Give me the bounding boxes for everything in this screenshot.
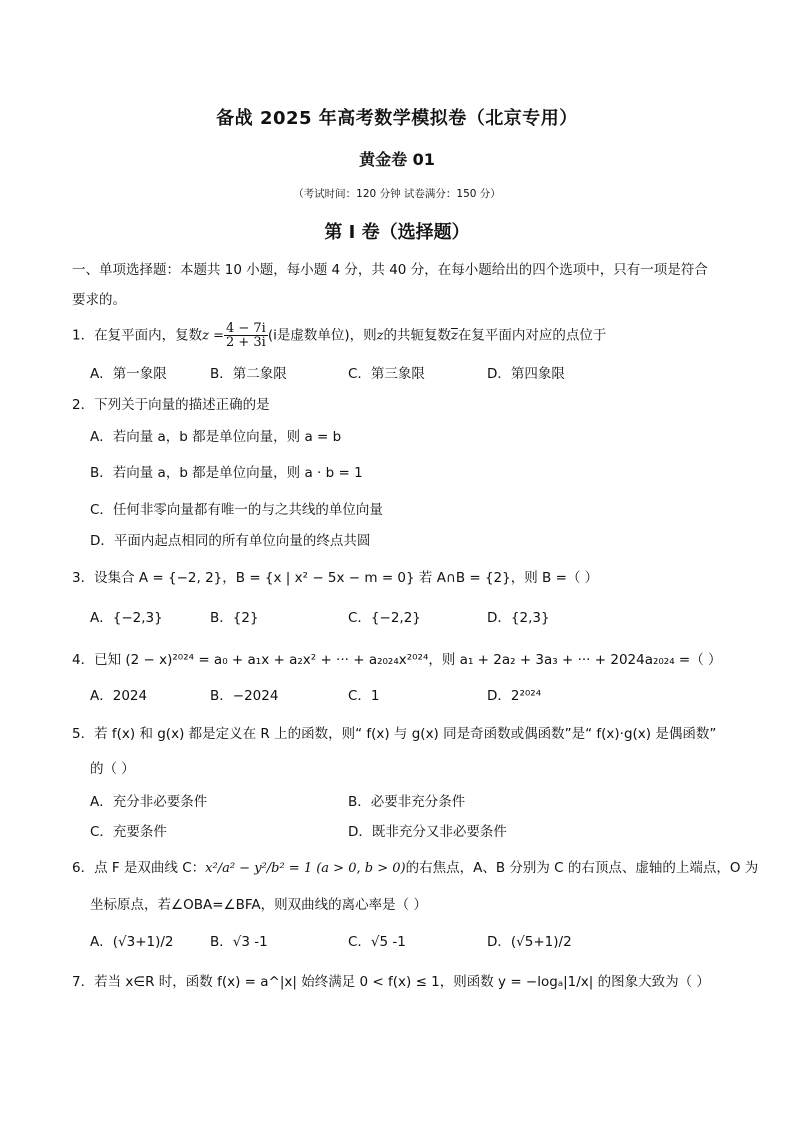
q5-option-a[interactable]: A．充分非必要条件 [90,794,208,810]
paper-title: 备战 2025 年高考数学模拟卷（北京专用） [216,108,578,129]
q3-option-c[interactable]: C．{−2,2} [348,610,421,626]
q2-option-a[interactable]: A．若向量 a，b 都是单位向量，则 a = b [90,429,342,445]
q5-option-b[interactable]: B．必要非充分条件 [348,794,466,810]
instructions-line-2: 要求的。 [72,292,126,308]
q3-option-b[interactable]: B．{2} [210,610,259,626]
q6-option-a[interactable]: A．(√3+1)/2 [90,934,174,950]
question-5-stem-line-1: 5．若 f(x) 和 g(x) 都是定义在 R 上的函数，则“ f(x) 与 g(x) 同是奇函数或偶函数”是“ f(x)·g(x) 是偶函数” [72,726,717,742]
q4-option-d[interactable]: D．2²⁰²⁴ [487,688,542,704]
q2-option-c[interactable]: C．任何非零向量都有唯一的与之共线的单位向量 [90,502,383,518]
section-title: 第 I 卷（选择题） [324,222,470,243]
q5-option-c[interactable]: C．充要条件 [90,824,167,840]
question-4-stem: 4．已知 (2 − x)²⁰²⁴ = a₀ + a₁x + a₂x² + ··· + a₂₀₂₄x²⁰²⁴，则 a₁ + 2a₂ + 3a₃ + ··· + 2024a₂₀₂₄ =（ ） [72,652,722,668]
q1-option-a[interactable]: A．第一象限 [90,366,167,382]
question-6-stem-line-1: 6．点 F 是双曲线 C：x²/a² − y²/b² = 1 (a > 0, b > 0)的右焦点，A、B 分别为 C 的右顶点、虚轴的上端点，O 为 [72,860,759,876]
q6-option-b[interactable]: B．√3 -1 [210,934,268,950]
q4-option-c[interactable]: C．1 [348,688,380,704]
q6-option-c[interactable]: C．√5 -1 [348,934,406,950]
q3-option-d[interactable]: D．{2,3} [487,610,550,626]
q5-option-d[interactable]: D．既非充分又非必要条件 [348,824,507,840]
q1-fraction: $\frac{4 - 7i}{2 + 3i}$ [225,321,266,350]
instructions-line-1: 一、单项选择题：本题共 10 小题，每小题 4 分，共 40 分，在每小题给出的四个选项中，只有一项是符合 [72,262,708,278]
question-7-stem: 7．若当 x∈R 时，函数 f(x) = a^|x| 始终满足 0 < f(x) ≤ 1，则函数 y = −logₐ|1/x| 的图象大致为（ ） [72,974,710,990]
paper-subtitle: 黄金卷 01 [359,150,435,169]
question-6-stem-line-2: 坐标原点，若∠OBA=∠BFA，则双曲线的离心率是（ ） [90,897,427,913]
question-3-stem: 3．设集合 A = {−2, 2}，B = {x | x² − 5x − m = 0} 若 A∩B = {2}，则 B =（ ） [72,570,599,586]
q4-option-b[interactable]: B．−2024 [210,688,279,704]
question-2-stem: 2．下列关于向量的描述正确的是 [72,397,270,413]
q1-option-b[interactable]: B．第二象限 [210,366,287,382]
q3-option-a[interactable]: A．{−2,3} [90,610,163,626]
q4-option-a[interactable]: A．2024 [90,688,148,704]
q1-option-c[interactable]: C．第三象限 [348,366,425,382]
hyperbola-equation: x²/a² − y²/b² = 1 (a > 0, b > 0) [205,861,406,876]
q1-option-d[interactable]: D．第四象限 [487,366,565,382]
question-5-stem-line-2: 的（ ） [90,761,135,777]
exam-info: （考试时间：120 分钟 试卷满分：150 分） [293,188,501,200]
q6-option-d[interactable]: D．(√5+1)/2 [487,934,572,950]
q2-option-b[interactable]: B．若向量 a，b 都是单位向量，则 a · b = 1 [90,465,363,481]
question-1-stem: 1．在复平面内，复数z = $\frac{4 - 7i}{2 + 3i}$ (i是虚数单位)，则z的共轭复数$\overline{z}$在复平面内对应的点位于 [72,321,607,350]
q2-option-d[interactable]: D．平面内起点相同的所有单位向量的终点共圆 [90,533,371,549]
